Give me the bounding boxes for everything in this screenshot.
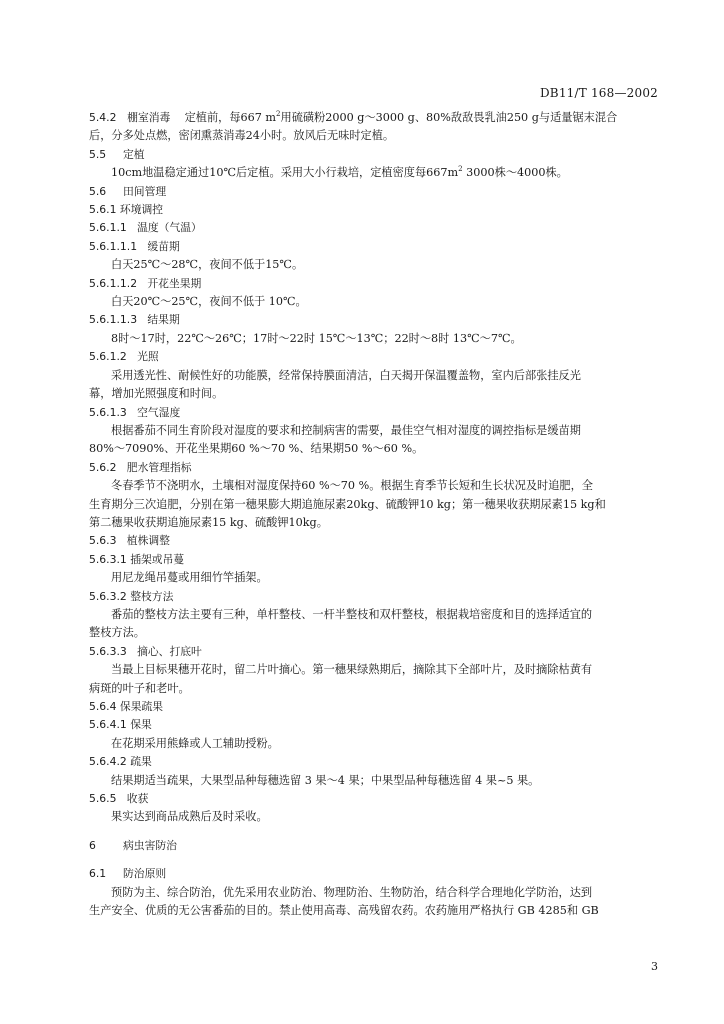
clause-5-6-4-1-heading: 5.6.4.1 保果 — [89, 718, 152, 732]
document-body — [89, 109, 658, 920]
clause-5-6-1-1-1-heading: 5.6.1.1.1 缓苗期 — [89, 239, 180, 253]
clause-5-6-2-heading: 5.6.2 肥水管理指标 — [89, 460, 192, 474]
clause-text-line: 白天20℃～25℃，夜间不低于 10℃。 — [111, 295, 307, 309]
clause-text-line: 白天25℃～28℃，夜间不低于15℃。 — [111, 258, 304, 272]
clause-5-6-1-2-heading: 5.6.1.2 光照 — [89, 350, 159, 364]
clause-text-line: 预防为主、综合防治，优先采用农业防治、物理防治、生物防治，结合科学合理地化学防治，达到 — [111, 885, 593, 899]
clause-5-6-3-1-heading: 5.6.3.1 插架或吊蔓 — [89, 552, 185, 566]
clause-text-line: 生产安全、优质的无公害番茄的目的。禁止使用高毒、高残留农药。农药施用严格执行 GB 4285和 GB — [89, 904, 599, 918]
clause-5-6-3-2-heading: 5.6.3.2 整枝方法 — [89, 589, 174, 603]
clause-5-6-3-heading: 5.6.3 植株调整 — [89, 534, 170, 548]
clause-text-line: 冬春季节不浇明水，土壤相对湿度保持60 %～70 %。根据生育季节长短和生长状况及时追肥，全 — [111, 479, 593, 493]
clause-text: 用硫磺粉2000 g～3000 g、80%敌敌畏乳油250 g与适量锯末混合 — [280, 111, 618, 124]
clause-6-1-heading: 6.1 防治原则 — [89, 867, 167, 881]
clause-text-line: 果实达到商品成熟后及时采收。 — [111, 810, 268, 824]
clause-5-4-2 — [89, 109, 658, 127]
clause-5-6-1-1-3-heading: 5.6.1.1.3 结果期 — [89, 313, 180, 327]
clause-text-line: 8时～17时，22℃～26℃；17时～22时 15℃～13℃；22时～8时 13℃～7℃。 — [111, 331, 522, 345]
clause-text-line: 幕，增加光照强度和时间。 — [89, 387, 224, 401]
clause-5-6-1-3-heading: 5.6.1.3 空气湿度 — [89, 405, 181, 419]
clause-text-line: 病斑的叶子和老叶。 — [89, 681, 190, 695]
clause-title: 棚室消毒 — [127, 111, 171, 124]
document-number: DB11/T 168—2002 — [539, 86, 658, 100]
clause-text-line: 后，分多处点燃，密闭熏蒸消毒24小时。放风后无味时定植。 — [89, 129, 395, 143]
clause-5-6-1-heading: 5.6.1 环境调控 — [89, 203, 164, 217]
clause-5-6-5-heading: 5.6.5 收获 — [89, 792, 149, 806]
clause-5-6-1-1-2-heading: 5.6.1.1.2 开花坐果期 — [89, 276, 202, 290]
clause-number: 5.4.2 — [89, 111, 117, 124]
chapter-6-heading: 6 病虫害防治 — [89, 838, 177, 852]
clause-text-line: 根据番茄不同生育阶段对湿度的要求和控制病害的需要，最佳空气相对湿度的调控指标是缓苗期 — [111, 423, 581, 437]
clause-text-line: 结果期适当疏果，大果型品种每穗选留 3 果～4 果；中果型品种每穗选留 4 果~5 果。 — [111, 773, 540, 787]
clause-5-6-3-3-heading: 5.6.3.3 摘心、打底叶 — [89, 644, 202, 658]
clause-text-line: 用尼龙绳吊蔓或用细竹竿插架。 — [111, 571, 268, 585]
clause-text: 定植前，每667 m — [184, 111, 277, 124]
clause-text-line: 整枝方法。 — [89, 626, 145, 640]
clause-5-6-4-2-heading: 5.6.4.2 疏果 — [89, 755, 152, 769]
clause-5-6-heading: 5.6 田间管理 — [89, 184, 167, 198]
clause-text-line: 80%～7090%、开花坐果期60 %～70 %、结果期50 %～60 %。 — [89, 442, 424, 456]
clause-text-line: 采用透光性、耐候性好的功能膜，经常保持膜面清洁，白天揭开保温覆盖物，室内后部张挂反光 — [111, 368, 581, 382]
clause-text-line: 在花期采用熊蜂或人工辅助授粉。 — [111, 736, 279, 750]
clause-text-line: 生育期分三次追肥，分别在第一穗果膨大期追施尿素20kg、硫酸钾10 kg；第一穗果收获期尿素15 kg和 — [89, 497, 606, 511]
clause-text-line: 当最上目标果穗开花时，留二片叶摘心。第一穗果绿熟期后，摘除其下全部叶片，及时摘除枯黄有 — [111, 663, 593, 677]
clause-5-6-4-heading: 5.6.4 保果疏果 — [89, 700, 164, 713]
clause-text-line: 番茄的整枝方法主要有三种，单杆整枝、一杆半整枝和双杆整枝，根据栽培密度和目的选择适宜的 — [111, 607, 593, 621]
clause-5-5-heading: 5.5 定植 — [89, 147, 145, 161]
page-number: 3 — [651, 960, 658, 973]
clause-text-line: 10cm地温稳定通过10℃后定植。采用大小行栽培，定植密度每$667m^2$ 3000株～4000株。 — [111, 165, 568, 180]
superscript: 2 — [276, 110, 281, 118]
clause-5-6-1-1-heading: 5.6.1.1 温度（气温） — [89, 221, 202, 235]
clause-text-line: 第二穗果收获期追施尿素15 kg、硫酸钾10kg。 — [89, 515, 328, 529]
